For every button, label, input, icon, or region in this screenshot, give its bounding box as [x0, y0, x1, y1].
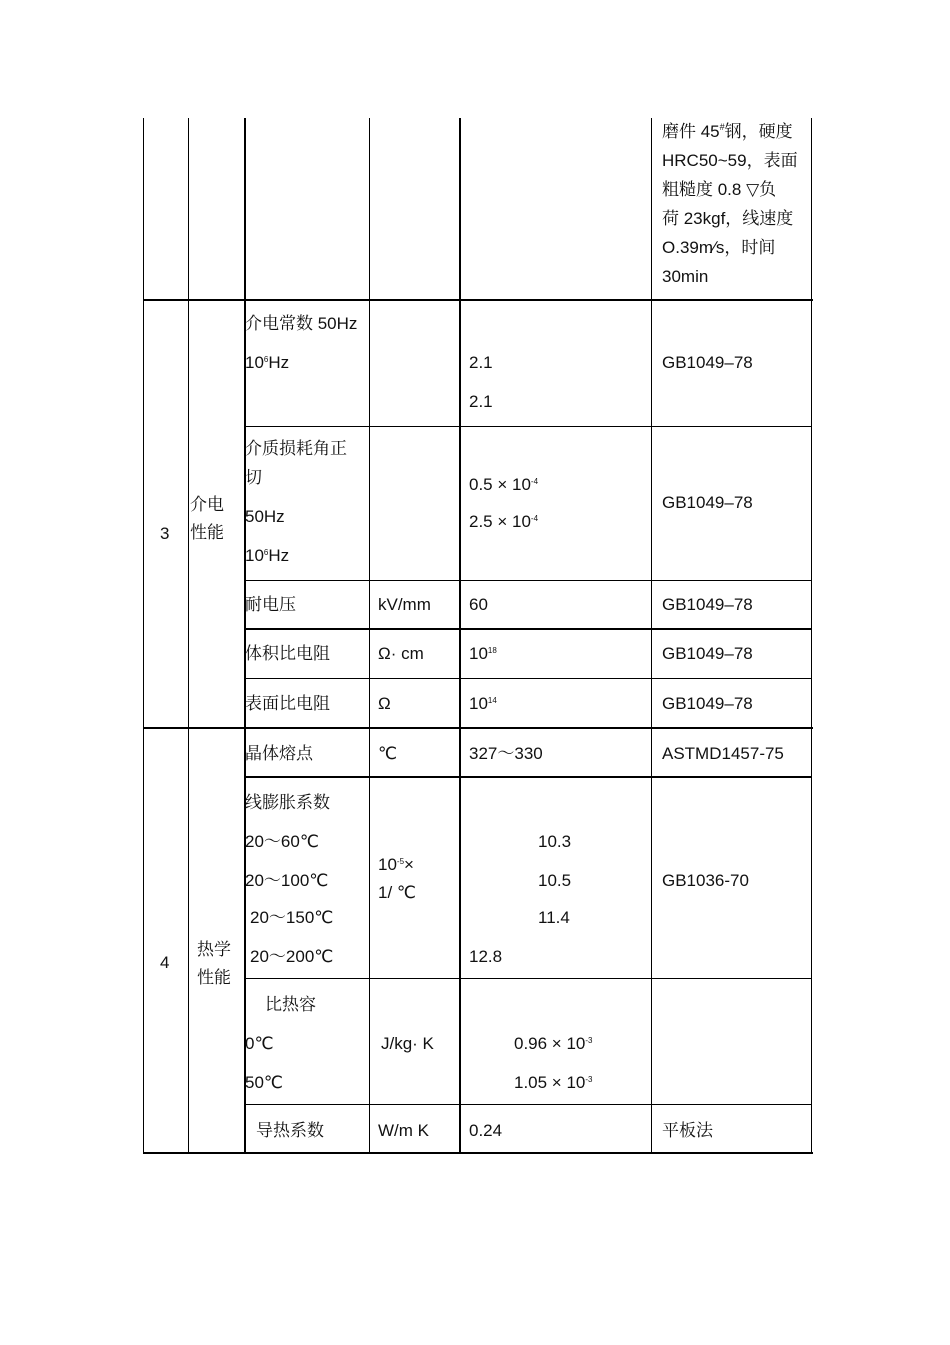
table-border-bottom	[143, 1152, 813, 1154]
property-value: $1.05 \times 10^{-3}$	[514, 1073, 593, 1092]
property-value: $2.5 \times 10^{-4}$	[469, 512, 539, 531]
temperature-point: 0℃	[245, 1034, 274, 1053]
property-unit: $10^{-5}\times$	[378, 855, 414, 874]
property-unit: kV/mm	[378, 595, 431, 614]
frequency-label: $10^6Hz$	[245, 546, 290, 565]
table-column-divider	[651, 118, 652, 1154]
section-number: 4	[160, 953, 170, 972]
property-name: 介电常数 50Hz	[245, 314, 358, 333]
temperature-point: 50℃	[245, 1073, 284, 1092]
property-name: 比热容	[265, 995, 316, 1014]
temperature-range: 20～150℃	[250, 908, 334, 927]
test-condition-remark: 磨件 45#钢，硬度 HRC50~59，表面 粗糙度 0.8 ▽负 荷 23kgf，线速度 O.39m∕s，时间 30min	[662, 122, 798, 286]
test-method: GB1049–78	[662, 353, 753, 372]
property-value: $0.96 \times 10^{-3}$	[514, 1034, 593, 1053]
property-value: 10.3	[538, 832, 572, 851]
row-divider	[245, 426, 812, 427]
property-value: 12.8	[469, 947, 503, 966]
row-divider	[245, 678, 812, 679]
row-divider	[245, 1104, 812, 1105]
table-column-divider	[369, 118, 370, 1154]
frequency-label: $10^6Hz$	[245, 353, 290, 372]
section-divider	[143, 727, 813, 729]
property-unit: 1/ ℃	[378, 883, 416, 902]
test-method: GB1049–78	[662, 694, 753, 713]
temperature-range: 20～200℃	[250, 947, 334, 966]
property-unit: Ω· cm	[378, 644, 424, 663]
property-unit: W/m K	[378, 1121, 429, 1140]
row-divider	[245, 978, 812, 979]
section-divider	[143, 299, 813, 301]
table-column-divider	[188, 118, 189, 1154]
table-border-left	[143, 118, 144, 1154]
table-column-divider	[244, 118, 246, 1154]
property-value: 2.1	[469, 353, 493, 372]
property-value: 60	[469, 595, 488, 614]
test-method: GB1036-70	[662, 871, 749, 890]
property-unit: J/kg· K	[381, 1034, 434, 1053]
table-column-divider	[459, 118, 461, 1154]
test-method: GB1049–78	[662, 644, 753, 663]
property-name: 切	[245, 468, 262, 487]
property-value: 11.4	[538, 908, 570, 927]
frequency-label: 50Hz	[245, 507, 285, 526]
property-value: $10^{14}$	[469, 694, 497, 713]
test-method: GB1049–78	[662, 595, 753, 614]
property-name: 导热系数	[256, 1121, 324, 1140]
property-name: 耐电压	[245, 595, 296, 614]
section-number: 3	[160, 524, 170, 543]
property-value: $0.5 \times 10^{-4}$	[469, 475, 539, 494]
row-divider	[245, 776, 812, 778]
temperature-range: 20～60℃	[245, 832, 319, 851]
property-value: 327～330	[469, 744, 543, 763]
property-name: 线膨胀系数	[245, 793, 330, 812]
test-method: GB1049–78	[662, 493, 753, 512]
row-divider	[245, 628, 812, 630]
property-name: 晶体熔点	[245, 744, 313, 763]
property-value: 10.5	[538, 871, 572, 890]
property-value: $10^{18}$	[469, 644, 497, 663]
property-unit: Ω	[378, 694, 391, 713]
property-name: 介质损耗角正	[245, 439, 347, 458]
test-method: 平板法	[662, 1121, 713, 1140]
test-method: ASTMD1457-75	[662, 744, 784, 763]
property-value: 2.1	[469, 392, 493, 411]
row-divider	[245, 580, 812, 581]
property-unit: ℃	[378, 744, 398, 763]
property-name: 体积比电阻	[245, 644, 330, 663]
property-value: 0.24	[469, 1121, 503, 1140]
category-label: 热学 性能	[197, 940, 231, 987]
temperature-range: 20～100℃	[245, 871, 329, 890]
category-label: 介电 性能	[190, 495, 224, 542]
property-name: 表面比电阻	[245, 694, 330, 713]
